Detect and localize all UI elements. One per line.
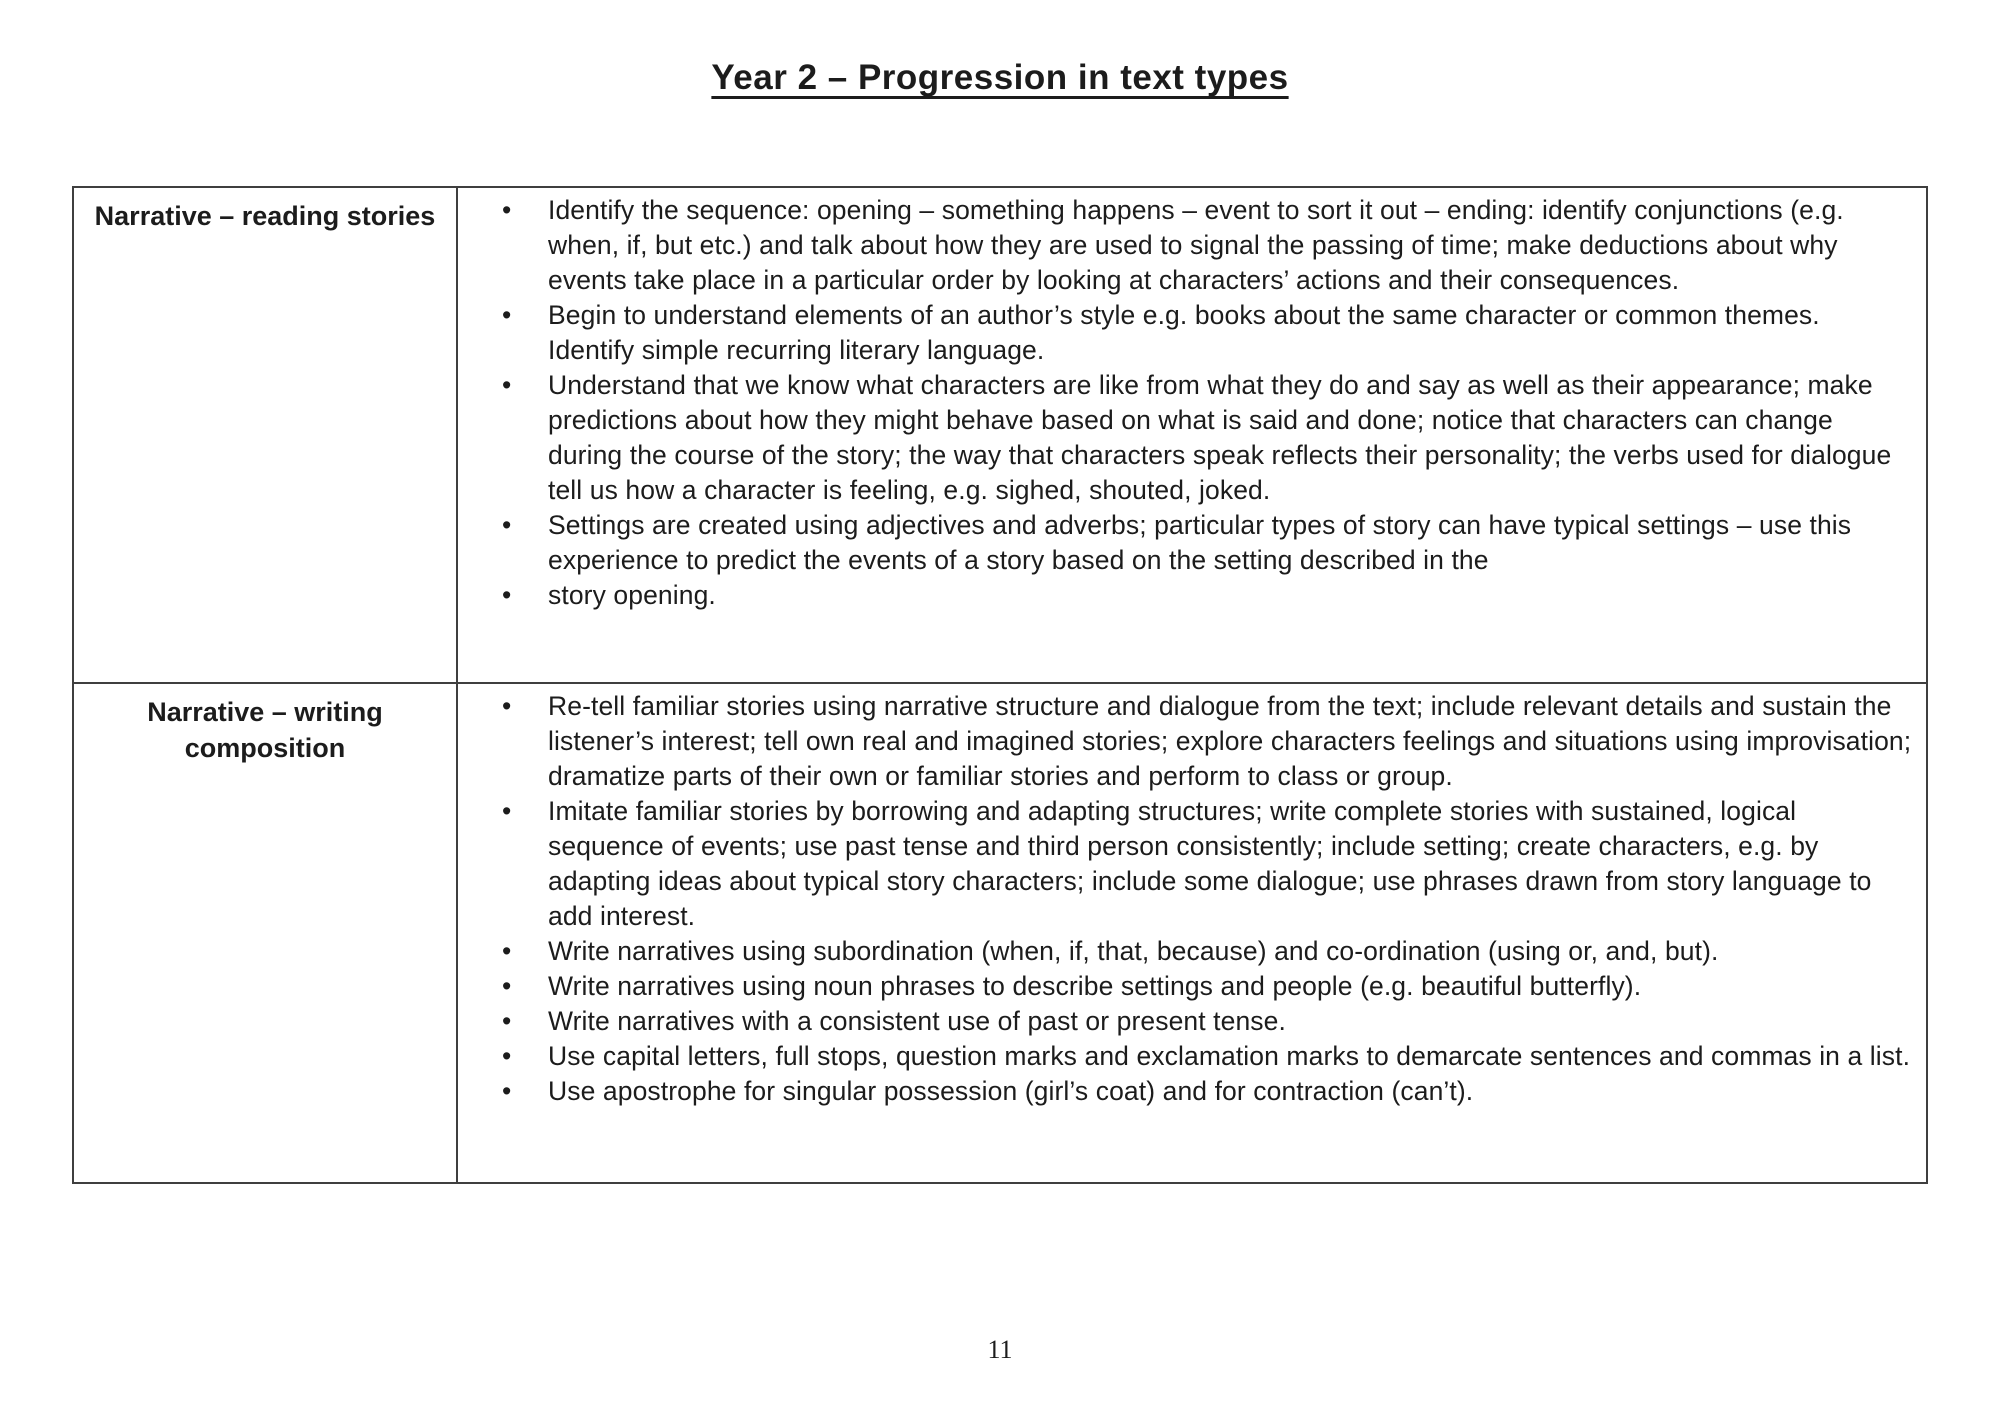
bullet-item: • Write narratives with a consistent use of past or present tense. xyxy=(548,1004,1912,1039)
bullet-item: • Imitate familiar stories by borrowing and adapting structures; write complete stories with sustained, logical sequence of events; use past tense and third person consistently; include setting; create characters, e.g. by adapting ideas about typical story characters; include some dialogue; use phrases drawn from story language to add interest. xyxy=(548,794,1912,934)
bullet-item: • Re-tell familiar stories using narrative structure and dialogue from the text; include relevant details and sustain the listener’s interest; tell own real and imagined stories; explore characters feelings and situations using improvisation; dramatize parts of their own or familiar stories and perform to class or group. xyxy=(548,689,1912,794)
bullet-item: • Identify the sequence: opening – something happens – event to sort it out – ending: identify conjunctions (e.g. when, if, but etc.) and talk about how they are used to signal the passing of time; make deductions about why events take place in a particular order by looking at characters’ actions and their consequences. xyxy=(548,193,1912,298)
bullet-item: • Write narratives using noun phrases to describe settings and people (e.g. beautiful butterfly). xyxy=(548,969,1912,1004)
bullet-item: • Begin to understand elements of an author’s style e.g. books about the same character or common themes. Identify simple recurring literary language. xyxy=(548,298,1912,368)
row-content xyxy=(458,188,1926,682)
row-header: Narrative – reading stories xyxy=(74,188,458,682)
table-row xyxy=(74,188,1926,682)
page-number: 11 xyxy=(987,1335,1013,1364)
bullet-item: • Write narratives using subordination (when, if, that, because) and co-ordination (using or, and, but). xyxy=(548,934,1912,969)
progression-table xyxy=(72,186,1928,1184)
bullet-item: • Settings are created using adjectives and adverbs; particular types of story can have typical settings – use this experience to predict the events of a story based on the setting described in the xyxy=(548,508,1912,578)
page-title: Year 2 – Progression in text types xyxy=(711,58,1289,97)
bullet-list xyxy=(458,689,1912,1109)
bullet-item: • Use capital letters, full stops, question marks and exclamation marks to demarcate sentences and commas in a list. xyxy=(548,1039,1912,1074)
bullet-item: • Understand that we know what characters are like from what they do and say as well as their appearance; make predictions about how they might behave based on what is said and done; notice that characters can change during the course of the story; the way that characters speak reflects their personality; the verbs used for dialogue tell us how a character is feeling, e.g. sighed, shouted, joked. xyxy=(548,368,1912,508)
table-row xyxy=(74,682,1926,1182)
bullet-list xyxy=(458,193,1912,613)
row-content xyxy=(458,684,1926,1182)
bullet-item: • story opening. xyxy=(548,578,1912,613)
row-header: Narrative – writing composition xyxy=(74,684,458,1182)
bullet-item: • Use apostrophe for singular possession (girl’s coat) and for contraction (can’t). xyxy=(548,1074,1912,1109)
